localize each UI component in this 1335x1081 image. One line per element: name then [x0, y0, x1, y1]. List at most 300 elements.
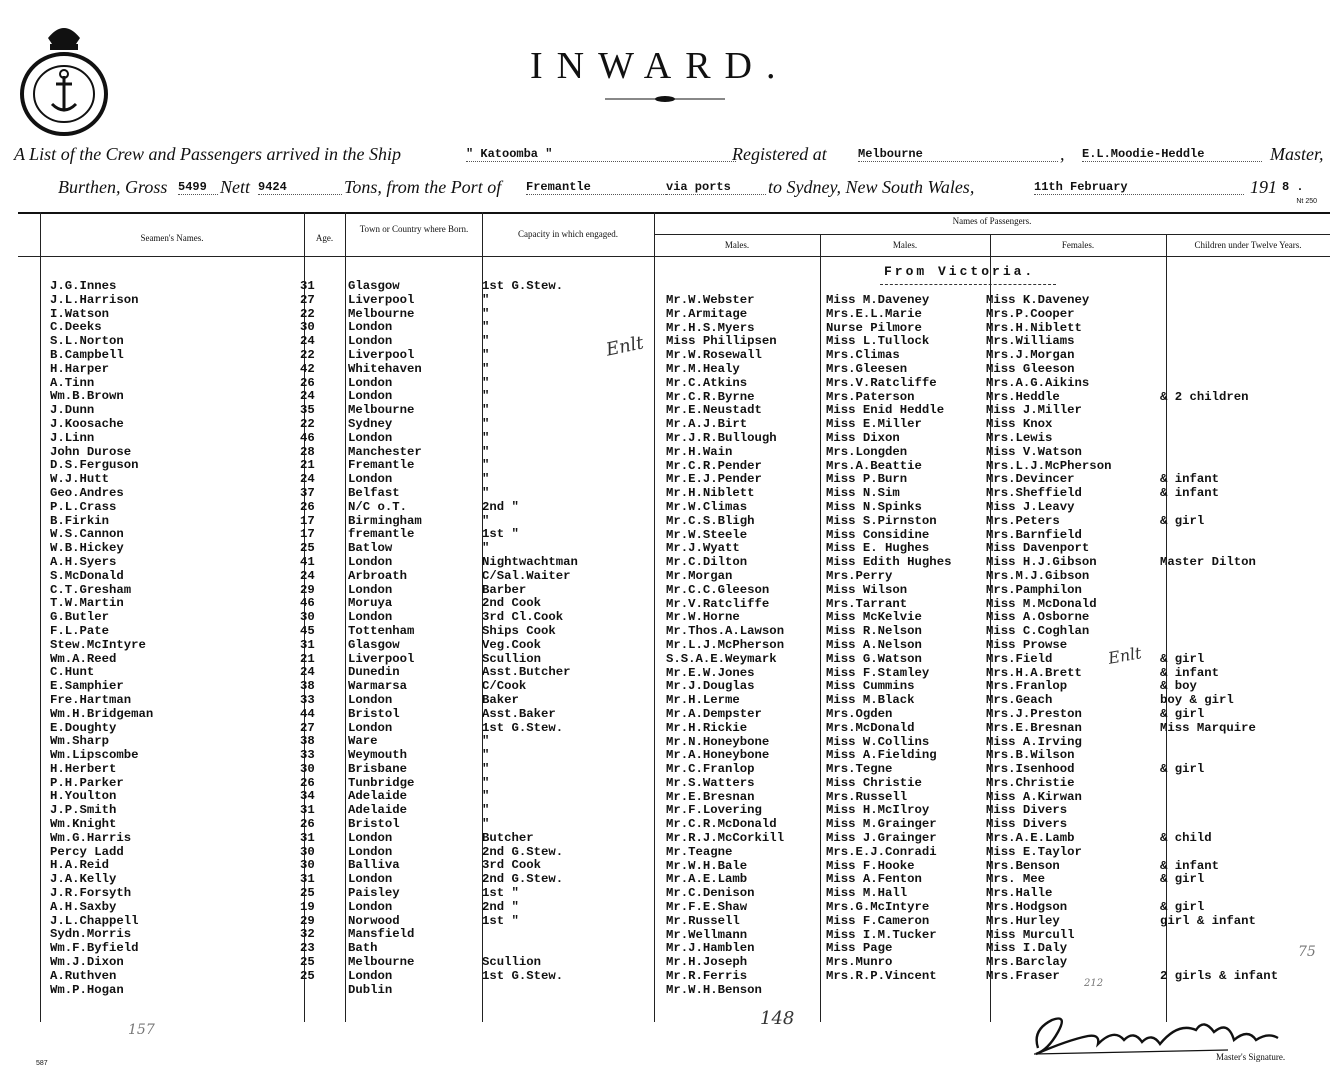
crew-capacity: " — [482, 775, 490, 790]
handwritten-note: 148 — [760, 1008, 795, 1029]
crew-town: Manchester — [348, 444, 422, 459]
crew-capacity: " — [482, 472, 490, 487]
column-rule — [654, 212, 655, 1022]
passenger-male: Mr.C.Franlop — [666, 762, 755, 777]
crew-age: 24 — [300, 665, 315, 680]
crew-age: 38 — [300, 679, 315, 694]
crew-capacity — [482, 928, 578, 942]
passenger-male-2: Miss E.Miller — [826, 417, 922, 432]
passenger-male: Mr.H.Niblett — [666, 486, 755, 501]
passenger-male: Mr.F.E.Shaw — [666, 900, 748, 915]
comma-label: , — [1060, 144, 1065, 164]
crew-age: 42 — [300, 361, 315, 376]
passenger-female: Mrs.A.E.Lamb — [986, 831, 1075, 846]
passenger-male-2: Mrs.Perry — [826, 568, 893, 583]
crew-age: 22 — [300, 347, 315, 362]
passenger-males-column — [666, 294, 784, 998]
passenger-male: Mr.V.Ratcliffe — [666, 596, 770, 611]
passenger-female: Mrs.J.Preston — [986, 706, 1082, 721]
passenger-male: Mr.J.Hamblen — [666, 941, 755, 956]
crew-age: 34 — [300, 789, 315, 804]
crew-age: 31 — [300, 637, 315, 652]
crew-town: Arbroath — [348, 568, 408, 583]
crew-age: 24 — [300, 472, 315, 487]
crew-capacity: " — [482, 485, 490, 500]
passenger-male-2: Miss A.Fielding — [826, 748, 937, 763]
passenger-children-column — [1160, 294, 1278, 984]
passenger-female: Mrs.Pamphilon — [986, 582, 1082, 597]
passenger-female: Miss M.McDonald — [986, 596, 1097, 611]
passenger-children: & infant — [1160, 486, 1220, 501]
year-suffix-field: 8 . — [1282, 180, 1304, 194]
crew-age: 25 — [300, 886, 315, 901]
handwritten-note: 75 — [1298, 944, 1316, 960]
passenger-female: Mrs.Barclay — [986, 955, 1068, 970]
crew-capacity: Veg.Cook — [482, 637, 542, 652]
passenger-male: Mr.H.S.Myers — [666, 320, 755, 335]
crew-name: P.H.Parker — [50, 775, 124, 790]
crew-age: 31 — [300, 830, 315, 845]
passenger-children — [1160, 639, 1278, 653]
crew-name: Wm.Lipscombe — [50, 748, 139, 763]
crew-name: Wm.Sharp — [50, 734, 110, 749]
passenger-children: & girl — [1160, 706, 1205, 721]
crew-age: 46 — [300, 430, 315, 445]
passenger-male: Mr.Russell — [666, 913, 740, 928]
crew-name: A.H.Syers — [50, 554, 117, 569]
crew-name: J.L.Chappell — [50, 913, 139, 928]
passenger-children: & girl — [1160, 651, 1205, 666]
title-ornament — [605, 95, 725, 103]
passenger-children — [1160, 887, 1278, 901]
crew-name: J.P.Smith — [50, 803, 117, 818]
passenger-male-2: Miss F.Stamley — [826, 665, 930, 680]
crew-town: Adelaide — [348, 803, 408, 818]
passenger-male: Mr.C.R.Byrne — [666, 389, 755, 404]
passenger-male: Mr.M.Healy — [666, 361, 740, 376]
header-males-2: Males. — [892, 240, 918, 250]
passenger-male: Mr.Armitage — [666, 306, 748, 321]
crew-capacity: 1st G.Stew. — [482, 968, 564, 983]
passenger-female: Miss A.Osborne — [986, 610, 1090, 625]
crew-town: Sydney — [348, 416, 393, 431]
column-rule — [345, 212, 346, 1022]
from-victoria-heading: From Victoria. — [884, 264, 1036, 279]
crew-capacity: Baker — [482, 692, 519, 707]
passenger-children — [1160, 942, 1278, 956]
crew-name: J.G.Innes — [50, 279, 117, 293]
crew-name: B.Campbell — [50, 347, 124, 362]
passenger-male-2: Miss M.Daveney — [826, 293, 930, 307]
passenger-female: Mrs.Halle — [986, 886, 1053, 901]
crew-name: Fre.Hartman — [50, 692, 132, 707]
crew-name: H.A.Reid — [50, 858, 110, 873]
passenger-female: Mrs.M.J.Gibson — [986, 568, 1090, 583]
passenger-children — [1160, 363, 1278, 377]
passenger-male: Mr.E.Neustadt — [666, 403, 762, 418]
passenger-male: Mr.H.Wain — [666, 444, 733, 459]
passenger-male-2: Mrs.Gleesen — [826, 361, 908, 376]
passenger-female: Mrs.E.Bresnan — [986, 720, 1082, 735]
crew-capacity: Scullion — [482, 651, 542, 666]
header-passengers: Names of Passengers. — [952, 216, 1032, 226]
crew-name: D.S.Ferguson — [50, 458, 139, 473]
crew-town: London — [348, 334, 393, 349]
passenger-male: Mr.C.Atkins — [666, 375, 748, 390]
passenger-female: Miss A.Kirwan — [986, 789, 1082, 804]
crew-age: 33 — [300, 748, 315, 763]
passenger-male: Mr.E.Bresnan — [666, 789, 755, 804]
passenger-children — [1160, 322, 1278, 336]
passenger-male-2: Miss R.Nelson — [826, 624, 922, 639]
passenger-children — [1160, 598, 1278, 612]
passenger-female: Mrs.Lewis — [986, 430, 1053, 445]
passenger-male: Mr.W.H.Bale — [666, 858, 748, 873]
crew-age: 26 — [300, 775, 315, 790]
nett-label: Nett — [220, 177, 250, 197]
crew-town: Ware — [348, 734, 378, 749]
crew-town: Glasgow — [348, 279, 400, 293]
passenger-female: Mrs.B.Wilson — [986, 748, 1075, 763]
page-number: 587 — [36, 1060, 48, 1067]
crew-capacity: " — [482, 444, 490, 459]
crew-age: 30 — [300, 844, 315, 859]
crew-age: 32 — [300, 927, 315, 942]
passenger-female: Mrs.Fraser — [986, 969, 1060, 984]
crew-name: Percy Ladd — [50, 844, 124, 859]
crew-age: 44 — [300, 706, 315, 721]
passenger-male-2: Nurse Pilmore — [826, 320, 922, 335]
passenger-female: Mrs.Heddle — [986, 389, 1060, 404]
crew-capacity: " — [482, 803, 490, 818]
passenger-male: Mr.R.Ferris — [666, 969, 748, 984]
crew-capacity: " — [482, 320, 490, 335]
passenger-female: Mrs.Benson — [986, 858, 1060, 873]
crew-town: London — [348, 582, 393, 597]
passenger-male: Mr.A.J.Birt — [666, 417, 748, 432]
crew-town: London — [348, 692, 393, 707]
crew-capacity: Scullion — [482, 955, 542, 970]
crew-age: 30 — [300, 761, 315, 776]
crew-capacity: " — [482, 430, 490, 445]
header-town-born: Town or Country where Born. — [359, 224, 469, 234]
passenger-children — [1160, 736, 1278, 750]
passenger-male: Mr.F.Lovering — [666, 803, 762, 818]
crew-capacity: 1st G.Stew. — [482, 720, 564, 735]
crew-name: Sydn.Morris — [50, 927, 132, 942]
header-males-1: Males. — [724, 240, 750, 250]
crew-name: C.Deeks — [50, 320, 102, 335]
passenger-female: Mrs.Williams — [986, 334, 1075, 349]
crew-capacity: " — [482, 347, 490, 362]
header-rule — [654, 234, 1330, 235]
crew-capacity: " — [482, 416, 490, 431]
header-seamen-names: Seamen's Names. — [140, 233, 204, 243]
passenger-children — [1160, 570, 1278, 584]
passenger-female: Mrs.Hodgson — [986, 900, 1068, 915]
passenger-female: Miss Davenport — [986, 541, 1090, 556]
crew-name: J.Linn — [50, 430, 95, 445]
passenger-female: Miss J.Leavy — [986, 499, 1075, 514]
column-rule — [40, 212, 41, 1022]
crew-town: Batlow — [348, 541, 393, 556]
crew-age: 27 — [300, 292, 315, 307]
crew-name: W.J.Hutt — [50, 472, 110, 487]
crew-ages-column — [300, 280, 315, 984]
master-label: Master, — [1270, 144, 1324, 164]
passenger-male-2: Miss Enid Heddle — [826, 403, 945, 418]
crew-town: Liverpool — [348, 292, 415, 307]
passenger-male-2: Miss P.Burn — [826, 472, 908, 487]
passenger-children — [1160, 584, 1278, 598]
passenger-male-2: Miss S.Pirnston — [826, 513, 937, 528]
passenger-male-2: Mrs.Tarrant — [826, 596, 908, 611]
crew-town: Melbourne — [348, 403, 415, 418]
crew-town: Tottenham — [348, 623, 415, 638]
passenger-male: Mr.C.S.Bligh — [666, 513, 755, 528]
passenger-male-2: Mrs.R.P.Vincent — [826, 969, 937, 984]
passenger-female: Miss J.Miller — [986, 403, 1082, 418]
passenger-male-2: Mrs.G.McIntyre — [826, 900, 930, 915]
crew-age: 22 — [300, 416, 315, 431]
passenger-male: Mr.Thos.A.Lawson — [666, 624, 785, 639]
crew-town: London — [348, 720, 393, 735]
crew-capacity: Asst.Baker — [482, 706, 556, 721]
handwritten-note: 157 — [128, 1022, 155, 1038]
passenger-male-2: Miss Dixon — [826, 430, 900, 445]
passenger-male: Miss Phillipsen — [666, 334, 777, 349]
passenger-female: Miss A.Irving — [986, 734, 1082, 749]
crew-name: H.Herbert — [50, 761, 117, 776]
passenger-male-2: Mrs.Tegne — [826, 762, 893, 777]
crew-name: C.T.Gresham — [50, 582, 132, 597]
passenger-children — [1160, 777, 1278, 791]
crew-name: G.Butler — [50, 610, 110, 625]
passenger-children — [1160, 542, 1278, 556]
crew-age: 30 — [300, 610, 315, 625]
crew-age: 24 — [300, 334, 315, 349]
passenger-female: Mrs.Geach — [986, 693, 1053, 708]
passenger-female: Miss Murcull — [986, 927, 1075, 942]
crew-town: Brisbane — [348, 761, 408, 776]
crew-capacity: " — [482, 748, 490, 763]
crew-town: Paisley — [348, 886, 400, 901]
crew-town: London — [348, 844, 393, 859]
crew-capacity — [482, 942, 578, 956]
passenger-female: Mrs.Hurley — [986, 913, 1060, 928]
crew-name: Wm.F.Byfield — [50, 941, 139, 956]
passenger-male: Mr.W.H.Benson — [666, 982, 762, 997]
passenger-female: Miss V.Watson — [986, 444, 1082, 459]
passenger-male-2: Mrs.Longden — [826, 444, 908, 459]
crew-age: 25 — [300, 541, 315, 556]
passenger-male: Mr.C.Denison — [666, 886, 755, 901]
crew-name: W.S.Cannon — [50, 527, 124, 542]
passenger-female: Mrs.Barnfield — [986, 527, 1082, 542]
passenger-male-2: Miss McKelvie — [826, 610, 922, 625]
passenger-female: Mrs.Peters — [986, 513, 1060, 528]
passenger-male: Mr.C.R.Pender — [666, 458, 762, 473]
crew-capacity: " — [482, 817, 490, 832]
crew-town: London — [348, 968, 393, 983]
page-title: INWARD. — [530, 45, 790, 87]
crew-age: 41 — [300, 554, 315, 569]
crew-age: 26 — [300, 817, 315, 832]
crew-names-column — [50, 280, 153, 997]
passenger-male: S.S.A.E.Weymark — [666, 651, 777, 666]
passenger-male-2: Mrs.Paterson — [826, 389, 915, 404]
passenger-female: Mrs.Isenhood — [986, 762, 1075, 777]
crew-capacity: 3rd Cl.Cook — [482, 610, 564, 625]
passenger-children: & girl — [1160, 762, 1205, 777]
crew-age: 31 — [300, 803, 315, 818]
passenger-males-2-column — [826, 294, 951, 984]
passenger-children: & infant — [1160, 858, 1220, 873]
passenger-children: boy & girl — [1160, 693, 1234, 708]
crew-town: London — [348, 389, 393, 404]
crew-town: London — [348, 899, 393, 914]
passenger-female: Miss Gleeson — [986, 361, 1075, 376]
crew-capacity: " — [482, 334, 490, 349]
passenger-male-2: Miss M.Black — [826, 693, 915, 708]
passenger-male: Mr.W.Climas — [666, 499, 748, 514]
crew-name: J.L.Harrison — [50, 292, 139, 307]
from-victoria-rule — [880, 284, 1056, 285]
header-rule — [18, 256, 1330, 257]
passenger-children — [1160, 501, 1278, 515]
crew-capacity: Nightwachtman — [482, 554, 578, 569]
crew-towns-column — [348, 280, 422, 997]
crew-name: S.McDonald — [50, 568, 124, 583]
crew-age: 27 — [300, 720, 315, 735]
crew-age: 38 — [300, 734, 315, 749]
passenger-female: Miss K.Daveney — [986, 293, 1090, 307]
crew-name: J.A.Kelly — [50, 872, 117, 887]
crew-capacity: 1st G.Stew. — [482, 279, 564, 293]
passenger-male: Mr.H.Lerme — [666, 693, 740, 708]
passenger-female: Mrs.H.A.Brett — [986, 665, 1082, 680]
crew-age: 26 — [300, 499, 315, 514]
passenger-female: Miss Knox — [986, 417, 1053, 432]
crew-age: 23 — [300, 941, 315, 956]
handwritten-note: Enlt — [1106, 643, 1143, 668]
passenger-male-2: Miss M.Hall — [826, 886, 908, 901]
passenger-children — [1160, 349, 1278, 363]
crew-age: 29 — [300, 582, 315, 597]
crew-town: London — [348, 830, 393, 845]
passenger-female: Mrs.Sheffield — [986, 486, 1082, 501]
ship-name-field: " Katoomba " — [466, 147, 736, 162]
handwritten-note: 212 — [1084, 978, 1104, 989]
crew-town: Moruya — [348, 596, 393, 611]
crew-age: 30 — [300, 858, 315, 873]
passenger-children — [1160, 749, 1278, 763]
crew-capacity: " — [482, 389, 490, 404]
crew-name: E.Samphier — [50, 679, 124, 694]
crew-town: N/C o.T. — [348, 499, 408, 514]
crew-town: London — [348, 872, 393, 887]
crew-capacity: " — [482, 734, 490, 749]
crew-age: 17 — [300, 527, 315, 542]
header-capacity: Capacity in which engaged. — [518, 229, 618, 239]
crew-town: London — [348, 472, 393, 487]
crew-capacity: " — [482, 541, 490, 556]
passenger-female: Mrs.Christie — [986, 775, 1075, 790]
passenger-female: Miss Prowse — [986, 637, 1068, 652]
passenger-children: & infant — [1160, 472, 1220, 487]
passenger-male: Mr.R.J.McCorkill — [666, 831, 785, 846]
passenger-male-2: Mrs.E.J.Conradi — [826, 844, 937, 859]
crew-town: Norwood — [348, 913, 400, 928]
departure-port-field: Fremantle — [526, 180, 666, 195]
shipping-master-seal — [18, 14, 110, 136]
crew-capacity: 2nd G.Stew. — [482, 872, 564, 887]
passenger-female: Mrs.L.J.McPherson — [986, 458, 1112, 473]
passenger-male: Mr.C.R.McDonald — [666, 817, 777, 832]
passenger-male: Mr.A.Dempster — [666, 706, 762, 721]
crew-capacity: " — [482, 513, 490, 528]
crew-name: Wm.P.Hogan — [50, 982, 124, 997]
crew-name: J.Dunn — [50, 403, 95, 418]
passenger-male: Mr.C.C.Gleeson — [666, 582, 770, 597]
passenger-male: Mr.A.Honeybone — [666, 748, 770, 763]
crew-age: 33 — [300, 692, 315, 707]
registered-port-field: Melbourne — [858, 147, 1058, 162]
header-children: Children under Twelve Years. — [1194, 240, 1302, 250]
registered-label: Registered at — [732, 144, 827, 164]
crew-name: A.H.Saxby — [50, 899, 117, 914]
passenger-male-2: Mrs.E.L.Marie — [826, 306, 922, 321]
crew-name: A.Tinn — [50, 375, 95, 390]
passenger-male: Mr.W.Steele — [666, 527, 748, 542]
passenger-male-2: Miss G.Watson — [826, 651, 922, 666]
header-females: Females. — [1061, 240, 1095, 250]
crew-town: Melbourne — [348, 955, 415, 970]
crew-town: Bristol — [348, 817, 400, 832]
passenger-female: Miss E.Taylor — [986, 844, 1082, 859]
crew-town: Liverpool — [348, 347, 415, 362]
crew-name: I.Watson — [50, 306, 110, 321]
crew-capacity: 1st " — [482, 886, 519, 901]
crew-capacity: 1st " — [482, 527, 519, 542]
crew-name: E.Doughty — [50, 720, 117, 735]
passenger-female: Mrs.J.Morgan — [986, 348, 1075, 363]
passenger-male: Mr.Teagne — [666, 844, 733, 859]
passenger-male-2: Miss Christie — [826, 775, 922, 790]
passenger-children — [1160, 956, 1278, 970]
passenger-male: Mr.Wellmann — [666, 927, 748, 942]
crew-name: B.Firkin — [50, 513, 110, 528]
passenger-children — [1160, 294, 1278, 308]
crew-name: Wm.A.Reed — [50, 651, 117, 666]
crew-capacity: C/Cook — [482, 679, 527, 694]
crew-capacity: " — [482, 361, 490, 376]
crew-name: J.Koosache — [50, 416, 124, 431]
crew-name: W.B.Hickey — [50, 541, 124, 556]
crew-age: 21 — [300, 651, 315, 666]
passenger-male: Mr.E.W.Jones — [666, 665, 755, 680]
passenger-male: Mr.A.E.Lamb — [666, 872, 748, 887]
passenger-male-2: Miss Wilson — [826, 582, 908, 597]
crew-capacity: Butcher — [482, 830, 534, 845]
passenger-male: Mr.J.Douglas — [666, 679, 755, 694]
passenger-children: & infant — [1160, 665, 1220, 680]
crew-name: P.L.Crass — [50, 499, 117, 514]
passenger-male: Mr.W.Rosewall — [666, 348, 762, 363]
passenger-children: & girl — [1160, 900, 1205, 915]
list-prefix-label: A List of the Crew and Passengers arrived in the Ship — [14, 144, 401, 164]
passenger-male: Mr.J.R.Bullough — [666, 430, 777, 445]
